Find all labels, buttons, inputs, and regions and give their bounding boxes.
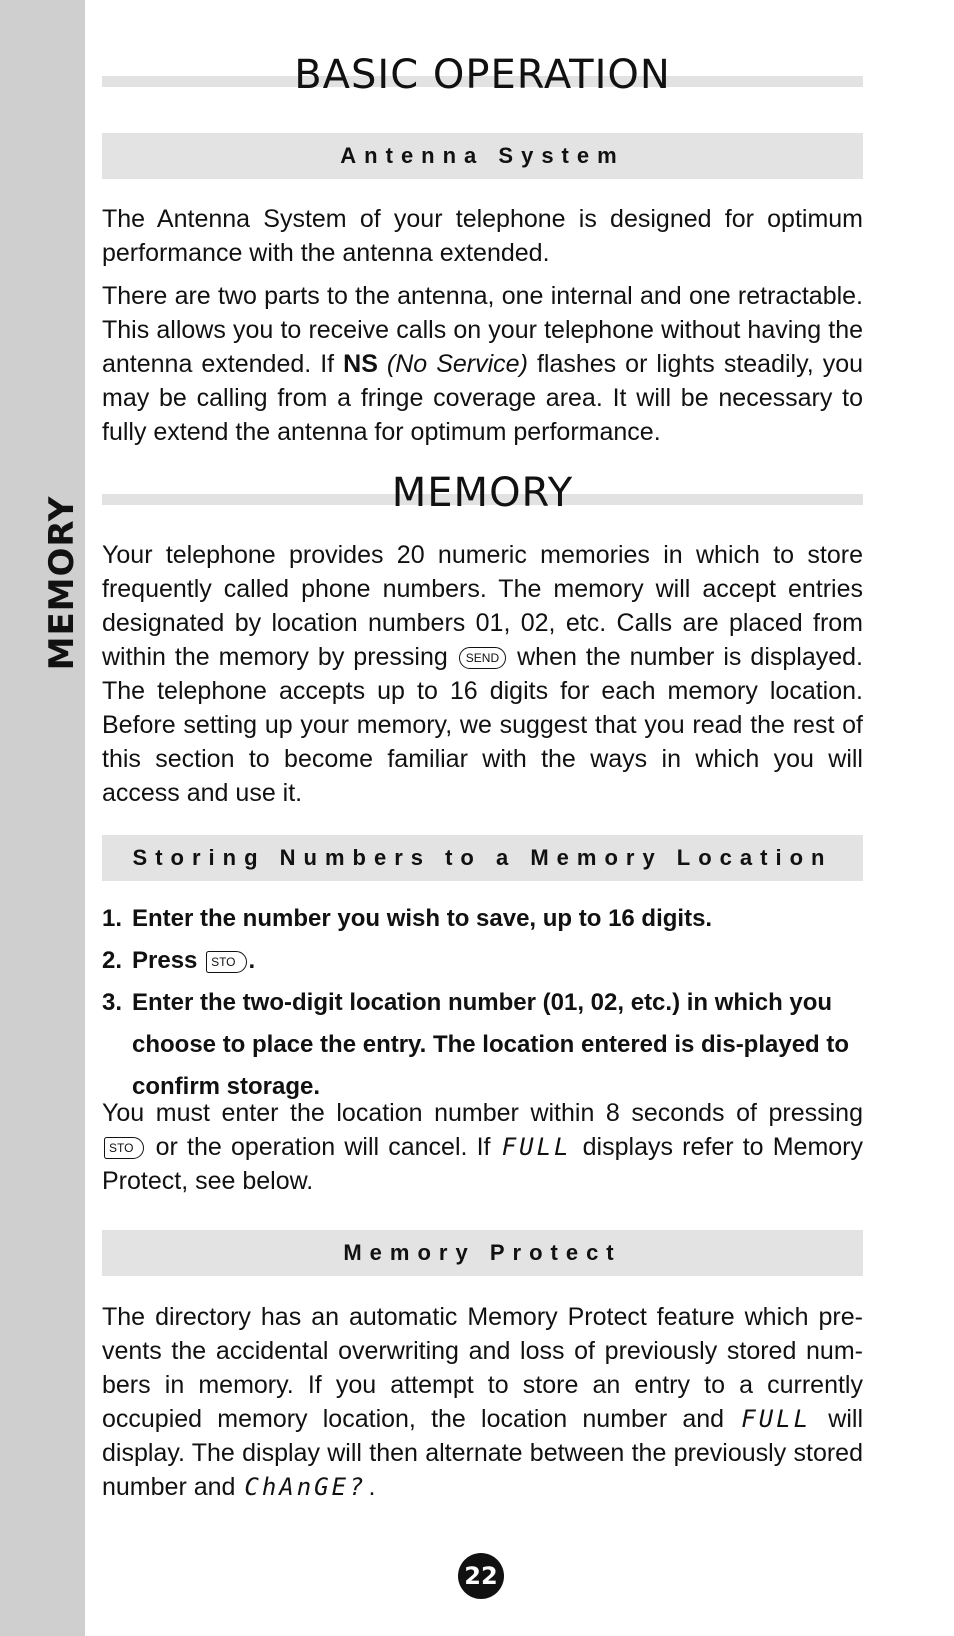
step-2 <box>102 940 863 982</box>
text-run: will display. The display will then alternate between the previously stored number and <box>102 1405 863 1501</box>
storing-note <box>102 1096 863 1198</box>
section-bar-protect: Memory Protect <box>102 1230 863 1276</box>
page-title: BASIC OPERATION <box>294 52 671 98</box>
step-number: 2. <box>102 947 123 974</box>
lcd-change-display: ChAnGE? <box>244 1473 367 1501</box>
step-number: 3. <box>102 989 123 1016</box>
side-tab <box>0 0 85 1636</box>
section-bar-antenna: Antenna System <box>102 133 863 179</box>
text-run: when the number is displayed. The telephone accepts up to 16 digits for each memory location. Before setting up your memory, we suggest that you read the rest of this section to become familiar with the ways in which you will access and use it. <box>102 643 863 807</box>
ns-description: (No Service) <box>386 350 528 378</box>
lcd-full-display: FULL <box>501 1133 572 1161</box>
step-3 <box>102 982 863 1108</box>
memory-intro-paragraph <box>102 538 863 810</box>
step-1 <box>102 898 863 940</box>
antenna-paragraph-2 <box>102 279 863 449</box>
section-bar-storing: Storing Numbers to a Memory Location <box>102 835 863 881</box>
section-title-memory: MEMORY <box>391 470 574 516</box>
step-number: 1. <box>102 905 123 932</box>
sto-key-icon: STO <box>104 1137 144 1159</box>
text-run: flashes or lights steadily, you may be calling from a fringe coverage area. It will be necessary to fully extend the antenna for optimum performance. <box>102 350 863 446</box>
step-text: Press <box>132 947 198 974</box>
text-run: displays refer to Memory Protect, see below. <box>102 1133 864 1195</box>
basic-operation-heading <box>102 52 863 112</box>
text-run: The directory has an automatic Memory Protect feature which pre-vents the accidental overwriting and loss of previously stored num-bers in memory. If you attempt to store an entry to a currently occupied memory location, the location number and <box>102 1303 863 1433</box>
send-key-icon: SEND <box>459 647 506 669</box>
text-run: Your telephone provides 20 numeric memories in which to store frequently called phone numbers. The memory will accept entries designated by location numbers 01, 02, etc. Calls are placed from within the memory by pressing <box>102 541 863 671</box>
protect-paragraph <box>102 1300 863 1504</box>
text-run: or the operation will cancel. If <box>146 1133 500 1161</box>
step-text: Enter the number you wish to save, up to 16 digits. <box>132 905 713 932</box>
sto-key-icon: STO <box>206 951 246 973</box>
step-text: Enter the two-digit location number (01, 02, etc.) in which you choose to place the entry. The location entered is dis-played to confirm storage. <box>132 989 850 1100</box>
side-tab-label: MEMORY <box>42 495 82 671</box>
text-run: You must enter the location number within 8 seconds of pressing <box>102 1099 863 1127</box>
antenna-paragraph-1: The Antenna System of your telephone is designed for optimum performance with the antenna extended. <box>102 205 863 267</box>
step-suffix: . <box>248 947 256 974</box>
ns-indicator: NS <box>343 350 378 378</box>
text-run: There are two parts to the antenna, one internal and one retractable. This allows you to receive calls on your telephone without having the antenna extended. If <box>102 282 863 378</box>
lcd-full-display: FULL <box>741 1405 812 1433</box>
text-run: . <box>368 1473 376 1501</box>
page-number-badge: 22 <box>458 1553 504 1599</box>
memory-heading <box>102 470 863 530</box>
